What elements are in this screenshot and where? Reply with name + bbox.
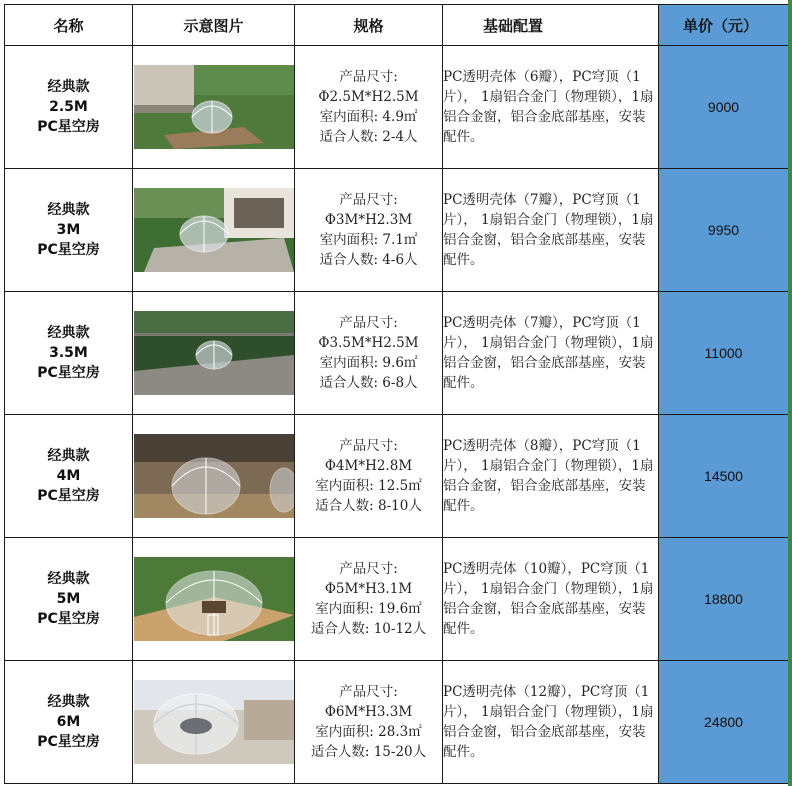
product-series: 经典款: [47, 325, 90, 341]
product-name-cell: [5, 415, 133, 538]
product-image-cell: [133, 538, 295, 661]
spec-dimensions: Φ3M*H2.3M: [324, 212, 413, 228]
spec-dimensions: Φ4M*H2.8M: [324, 458, 413, 474]
table-row: [5, 661, 789, 784]
sheet-edge: [788, 0, 792, 786]
product-size: 2.5M: [49, 99, 88, 115]
config-cell: PC透明壳体（12瓣），PC穹顶（1片）， 1扇铝合金门（物理锁），1扇铝合金窗，铝合金底部基座，安装配件。: [443, 661, 659, 784]
product-image-cell: [133, 169, 295, 292]
spec-size-label: 产品尺寸:: [339, 684, 398, 700]
spec-area: 室内面积: 19.6㎡: [315, 601, 422, 617]
product-name-cell: [5, 661, 133, 784]
spec-dimensions: Φ3.5M*H2.5M: [318, 335, 419, 351]
config-cell: PC透明壳体（6瓣），PC穹顶（1片）， 1扇铝合金门（物理锁），1扇铝合金窗，铝合金底部基座，安装配件。: [443, 46, 659, 169]
spec-area: 室内面积: 28.3㎡: [315, 724, 422, 740]
product-size: 5M: [56, 591, 81, 607]
product-name-cell: [5, 292, 133, 415]
table-row: [5, 415, 789, 538]
product-image-cell: [133, 292, 295, 415]
product-image: [134, 65, 294, 149]
config-cell: PC透明壳体（7瓣），PC穹顶（1片）， 1扇铝合金门（物理锁），1扇铝合金窗，铝合金底部基座，安装配件。: [443, 292, 659, 415]
product-image: [134, 188, 294, 272]
product-series: 经典款: [47, 202, 90, 218]
spec-area: 室内面积: 9.6㎡: [319, 355, 418, 371]
spec-capacity: 适合人数: 8-10人: [315, 498, 422, 514]
spec-dimensions: Φ2.5M*H2.5M: [318, 89, 419, 105]
product-type: PC星空房: [37, 365, 100, 381]
product-size: 3.5M: [49, 345, 88, 361]
spec-capacity: 适合人数: 15-20人: [310, 744, 427, 760]
price-cell: 18800: [659, 538, 789, 661]
price-cell: 11000: [659, 292, 789, 415]
spec-area: 室内面积: 4.9㎡: [319, 109, 418, 125]
spec-capacity: 适合人数: 6-8人: [319, 375, 418, 391]
product-name-cell: [5, 169, 133, 292]
product-image: [134, 311, 294, 395]
spec-capacity: 适合人数: 2-4人: [319, 129, 418, 145]
product-series: 经典款: [47, 571, 90, 587]
spec-cell: [295, 538, 443, 661]
header-name: 名称: [5, 5, 133, 46]
price-cell: 9950: [659, 169, 789, 292]
product-image: [134, 557, 294, 641]
table-row: [5, 538, 789, 661]
product-image-cell: [133, 46, 295, 169]
config-cell: PC透明壳体（7瓣），PC穹顶（1片）， 1扇铝合金门（物理锁），1扇铝合金窗，铝合金底部基座，安装配件。: [443, 169, 659, 292]
spec-cell: [295, 661, 443, 784]
price-cell: 14500: [659, 415, 789, 538]
product-type: PC星空房: [37, 119, 100, 135]
spec-capacity: 适合人数: 10-12人: [310, 621, 427, 637]
spec-capacity: 适合人数: 4-6人: [319, 252, 418, 268]
spec-dimensions: Φ6M*H3.3M: [324, 704, 413, 720]
spec-cell: [295, 46, 443, 169]
product-size: 4M: [56, 468, 81, 484]
spec-size-label: 产品尺寸:: [339, 561, 398, 577]
product-image: [134, 434, 294, 518]
pricing-table: [4, 4, 789, 784]
spec-size-label: 产品尺寸:: [339, 192, 398, 208]
price-cell: 9000: [659, 46, 789, 169]
spec-size-label: 产品尺寸:: [339, 69, 398, 85]
product-size: 3M: [56, 222, 81, 238]
table-row: [5, 46, 789, 169]
product-series: 经典款: [47, 79, 90, 95]
price-cell: 24800: [659, 661, 789, 784]
spec-area: 室内面积: 12.5㎡: [315, 478, 422, 494]
product-name-cell: [5, 538, 133, 661]
spec-dimensions: Φ5M*H3.1M: [324, 581, 413, 597]
product-name-cell: [5, 46, 133, 169]
spec-cell: [295, 292, 443, 415]
header-price: 单价（元）: [659, 5, 789, 46]
product-type: PC星空房: [37, 611, 100, 627]
config-cell: PC透明壳体（10瓣），PC穹顶（1片）， 1扇铝合金门（物理锁），1扇铝合金窗，铝合金底部基座，安装配件。: [443, 538, 659, 661]
product-series: 经典款: [47, 448, 90, 464]
spec-size-label: 产品尺寸:: [339, 315, 398, 331]
table-row: [5, 169, 789, 292]
product-type: PC星空房: [37, 488, 100, 504]
spec-area: 室内面积: 7.1㎡: [319, 232, 418, 248]
product-image-cell: [133, 661, 295, 784]
header-spec: 规格: [295, 5, 443, 46]
header-config: 基础配置: [443, 5, 659, 46]
header-row: [5, 5, 789, 46]
product-image: [134, 680, 294, 764]
config-cell: PC透明壳体（8瓣），PC穹顶（1片）， 1扇铝合金门（物理锁），1扇铝合金窗，铝合金底部基座，安装配件。: [443, 415, 659, 538]
header-image: 示意图片: [133, 5, 295, 46]
spec-cell: [295, 169, 443, 292]
product-type: PC星空房: [37, 734, 100, 750]
spec-size-label: 产品尺寸:: [339, 438, 398, 454]
product-size: 6M: [56, 714, 81, 730]
spec-cell: [295, 415, 443, 538]
product-image-cell: [133, 415, 295, 538]
table-row: [5, 292, 789, 415]
product-series: 经典款: [47, 694, 90, 710]
product-type: PC星空房: [37, 242, 100, 258]
